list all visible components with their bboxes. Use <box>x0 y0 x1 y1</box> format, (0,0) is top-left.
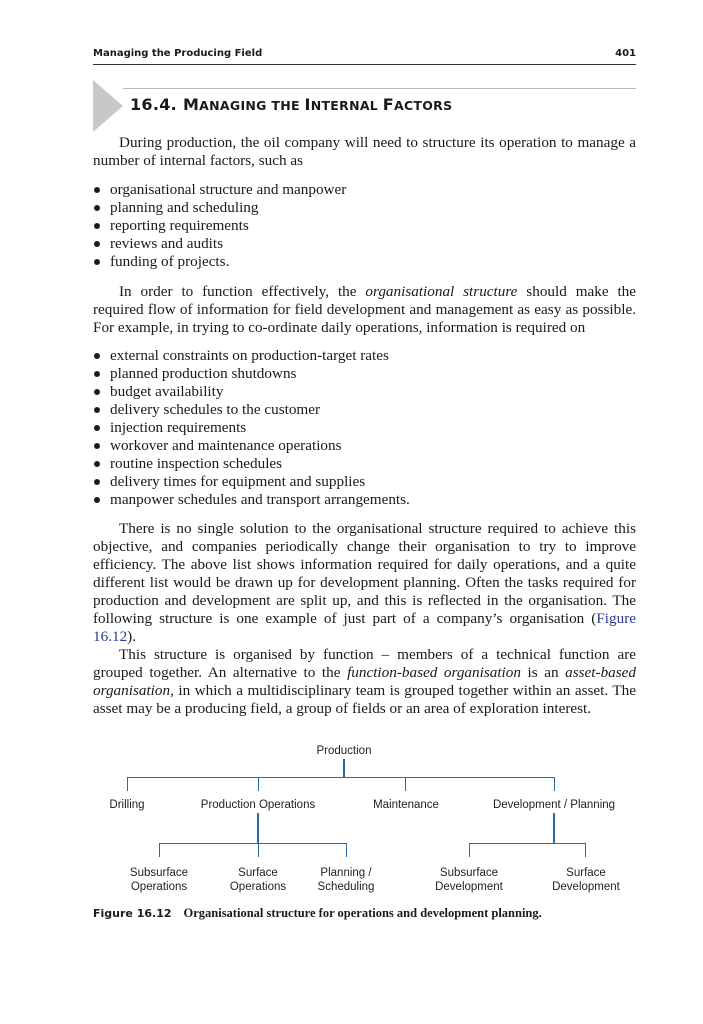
org-node-surface-operations <box>218 866 298 894</box>
node-line: Scheduling <box>317 881 375 893</box>
list-item: routine inspection schedules <box>93 455 636 473</box>
section-arrow-icon <box>93 80 123 132</box>
org-node-surface-development <box>541 866 631 894</box>
internal-factors-list <box>93 181 636 271</box>
connector-line <box>343 759 345 777</box>
emphasis: function-based organisation <box>347 664 521 681</box>
list-item: funding of projects. <box>93 253 636 271</box>
connector-line <box>127 777 128 791</box>
list-item: budget availability <box>93 383 636 401</box>
connector-line <box>585 843 586 857</box>
section-rule <box>123 88 636 89</box>
list-item: workover and maintenance operations <box>93 437 636 455</box>
node-line: Operations <box>229 881 287 893</box>
node-line: Surface <box>566 867 606 879</box>
title-part: ACTORS <box>393 98 453 113</box>
title-initial: I <box>304 95 311 114</box>
text-span: There is no single solution to the organisational structure required to achieve this objective, and companies periodically change their organisation to try to improve efficiency. The above list shows information required for daily operations, and a quite different list would be drawn up for development planning. Often the tasks required for production and development are split up, and this is reflected in the organisation. The following structure is one example of just part of a company’s organisation ( <box>93 520 636 627</box>
org-node-planning-scheduling <box>306 866 386 894</box>
caption-text: Organisational structure for operations and development planning. <box>183 906 542 920</box>
text-span: is an <box>520 664 566 681</box>
title-initial: F <box>382 95 394 114</box>
title-part: NTERNAL <box>310 98 383 113</box>
connector-line <box>554 777 555 791</box>
connector-line <box>258 777 259 791</box>
org-node-maintenance: Maintenance <box>373 799 439 811</box>
node-line: Operations <box>130 881 188 893</box>
connector-line <box>469 843 470 857</box>
list-item: reporting requirements <box>93 217 636 235</box>
connector-line <box>257 813 259 843</box>
connector-line <box>469 843 586 844</box>
org-node-drilling: Drilling <box>109 799 145 811</box>
title-part: ANAGING THE <box>199 98 305 113</box>
intro-paragraph <box>93 134 636 170</box>
connector-line <box>159 843 160 857</box>
list-item: reviews and audits <box>93 235 636 253</box>
connector-line <box>405 777 406 791</box>
org-node-production-operations: Production Operations <box>200 799 316 811</box>
figure-caption <box>93 906 542 921</box>
section-title <box>130 95 452 114</box>
page-number: 401 <box>615 48 636 59</box>
list-item: planned production shutdowns <box>93 365 636 383</box>
text-span: should make the required flow of information for field development and management as easy as possible. For example, in trying to co-ordinate daily operations, information is required on <box>93 283 637 336</box>
node-line: Surface <box>238 867 278 879</box>
emphasis: organisational structure <box>365 283 518 300</box>
paragraph-4-text <box>93 646 636 718</box>
paragraph-3-4 <box>93 520 636 718</box>
paragraph-2 <box>93 283 636 337</box>
list-item: manpower schedules and transport arrangements. <box>93 491 636 509</box>
node-line: Development <box>435 881 503 893</box>
node-line: Subsurface <box>439 867 499 879</box>
title-initial: M <box>182 95 200 114</box>
list-item: injection requirements <box>93 419 636 437</box>
emphasis: asset-based organisation <box>93 664 637 699</box>
figure-label: Figure 16.12 <box>93 907 172 920</box>
running-title: Managing the Producing Field <box>93 48 263 59</box>
figure-link[interactable]: Figure 16.12 <box>93 610 636 645</box>
intro-text: During production, the oil company will need to structure its operation to manage a number of internal factors, such as <box>93 134 636 169</box>
paragraph-2-text <box>93 283 636 337</box>
section-number: 16.4. <box>130 95 178 114</box>
information-list <box>93 347 636 509</box>
node-line: Development <box>552 881 620 893</box>
node-line: Planning / <box>320 867 372 879</box>
text-span: This structure is organised by function – members of a technical function are grouped together. An alternative to the <box>93 646 636 681</box>
list-item: organisational structure and manpower <box>93 181 636 199</box>
list-item: planning and scheduling <box>93 199 636 217</box>
connector-line <box>258 843 259 857</box>
connector-line <box>159 843 347 844</box>
list-item: delivery times for equipment and supplies <box>93 473 636 491</box>
list-item: delivery schedules to the customer <box>93 401 636 419</box>
list-item: external constraints on production-target rates <box>93 347 636 365</box>
text-span: , in which a multidisciplinary team is grouped together within an asset. The asset may be a producing field, a group of fields or an area of exploration interest. <box>93 682 636 717</box>
paragraph-3-text <box>93 520 636 646</box>
connector-line <box>553 813 555 843</box>
text-span: ). <box>127 628 137 645</box>
org-node-production: Production <box>316 745 372 757</box>
connector-line <box>346 843 347 857</box>
org-node-subsurface-operations <box>119 866 199 894</box>
node-line: Subsurface <box>129 867 189 879</box>
org-chart <box>93 735 653 905</box>
org-node-development-planning: Development / Planning <box>492 799 616 811</box>
connector-line <box>127 777 554 778</box>
running-header <box>93 46 636 65</box>
org-node-subsurface-development <box>424 866 514 894</box>
text-span: In order to function effectively, the <box>119 283 366 300</box>
